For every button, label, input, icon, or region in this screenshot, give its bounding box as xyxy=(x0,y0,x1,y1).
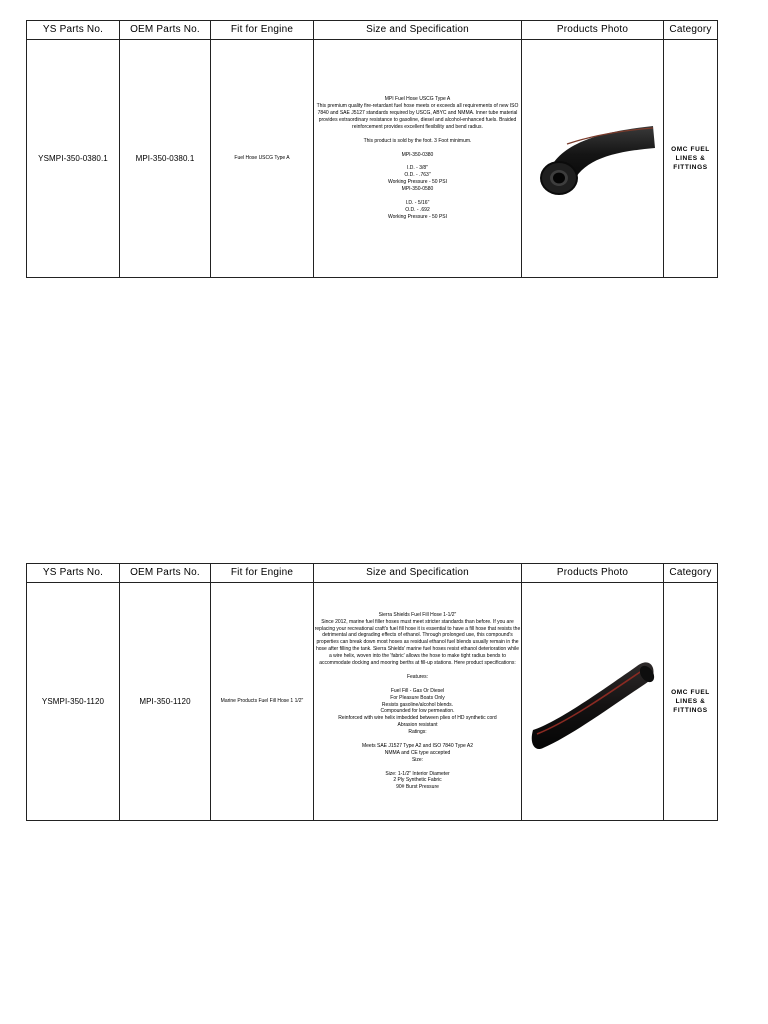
table-header-row xyxy=(27,564,718,583)
spec-line: Features: xyxy=(406,673,429,680)
spec-blank-line xyxy=(314,681,521,688)
product-photo-cell xyxy=(522,583,664,821)
spec-line: O.D. - .763" xyxy=(404,172,431,179)
spec-blank-line xyxy=(314,764,521,771)
spec-line: This product is sold by the foot. 3 Foot minimum. xyxy=(363,137,472,144)
ys-part-number: YSMPI-350-1120 xyxy=(27,583,120,821)
fuel-fill-hose-photo xyxy=(527,644,659,760)
spec-line: Sierra Shields Fuel Fill Hose 1-1/2" xyxy=(378,611,457,618)
spec-line: Fuel Fill - Gas Or Diesel xyxy=(390,687,445,694)
spec-blank-line xyxy=(314,131,521,138)
product-table-1 xyxy=(26,20,718,278)
spec-line: Abrasion resistant xyxy=(397,722,438,729)
oem-part-number: MPI-350-0380.1 xyxy=(120,40,211,278)
product-table-2 xyxy=(26,563,718,821)
spec-blank-line xyxy=(314,736,521,743)
header-category: Category xyxy=(664,21,718,40)
spec-line: For Pleasure Boats Only xyxy=(390,694,445,701)
header-size-and-specification: Size and Specification xyxy=(314,564,522,583)
size-and-specification xyxy=(314,583,522,821)
spec-line: 90# Burst Pressure xyxy=(396,784,439,791)
spec-line: Working Pressure - 50 PSI xyxy=(387,179,448,186)
category: OMC FUEL LINES & FITTINGS xyxy=(664,583,718,821)
spec-line: 2 Ply Synthetic Fabric xyxy=(393,777,442,784)
spec-line: Resists gasoline/alcohol blends. xyxy=(381,701,454,708)
spec-line: I.D. - 3/8" xyxy=(407,165,428,172)
header-ys-parts-no: YS Parts No. xyxy=(27,21,120,40)
spec-line: Size: 1-1/2" Interior Diameter xyxy=(385,770,450,777)
fit-for-engine: Fuel Hose USCG Type A xyxy=(211,40,314,278)
table-row xyxy=(27,583,718,821)
spec-line: NMMA and CE type accepted xyxy=(384,749,451,756)
oem-part-number: MPI-350-1120 xyxy=(120,583,211,821)
spec-blank-line xyxy=(314,159,521,166)
spec-line: Compounded for low permeation. xyxy=(380,708,455,715)
table-header-row xyxy=(27,21,718,40)
spec-line: MPI Fuel Hose USCG Type A xyxy=(384,96,451,103)
header-oem-parts-no: OEM Parts No. xyxy=(120,564,211,583)
spec-line: Since 2012, marine fuel filler hoses must meet stricter standards than before. If you are replacing your recreational craft's fuel fill hose it is essential to have a fill hose that resists the detrimental and degrading effects of ethanol. Through prolonged use, this compound's properties can break down most hoses as residual ethanol fuel blends usually remain in the hose after filling the tank. Sierra Shields' marine fuel hoses resist ethanol deterioration while a wire helix, woven into the 'fabric' allows the hose to make tight radius bends to accommodate docking and mooring berths at fill-up stations. Here product specifications: xyxy=(314,618,521,667)
size-and-specification xyxy=(314,40,522,278)
fuel-hose-coil-photo xyxy=(527,104,659,214)
fit-for-engine: Marine Products Fuel Fill Hose 1 1/2" xyxy=(211,583,314,821)
spec-blank-line xyxy=(314,145,521,152)
spec-line: MPI-350-0380 xyxy=(401,151,434,158)
spec-line: Reinforced with wire helix imbedded between plies of HD synthetic cord xyxy=(338,715,497,722)
spec-line: Ratings: xyxy=(408,729,427,736)
category: OMC FUEL LINES & FITTINGS xyxy=(664,40,718,278)
header-products-photo: Products Photo xyxy=(522,21,664,40)
header-size-and-specification: Size and Specification xyxy=(314,21,522,40)
product-photo-cell xyxy=(522,40,664,278)
table-row xyxy=(27,40,718,278)
spec-line: Meets SAE J1527 Type A2 and ISO 7840 Type A2 xyxy=(361,742,473,749)
ys-part-number: YSMPI-350-0380.1 xyxy=(27,40,120,278)
header-ys-parts-no: YS Parts No. xyxy=(27,564,120,583)
spec-line: Working Pressure - 50 PSI xyxy=(387,213,448,220)
spec-line: MPI-350-0580 xyxy=(401,186,434,193)
spec-blank-line xyxy=(314,193,521,200)
spec-text xyxy=(314,612,521,792)
spec-line: I.D. - 5/16" xyxy=(405,199,430,206)
spec-line: This premium quality fire-retardant fuel hose meets or exceeds all requirements of new ISO 7840 and SAE J5127 standards required by USCG, ABYC and NMMA. Inner tube material provides extraordinary resistance to gasoline, diesel and alcohol-enhanced fuels. Braided reinforcement provides excellent flexibility and bend radius. xyxy=(316,103,519,130)
spec-text xyxy=(314,96,521,220)
spec-line: O.D. - .692 xyxy=(405,206,430,213)
spec-blank-line xyxy=(314,667,521,674)
header-products-photo: Products Photo xyxy=(522,564,664,583)
header-oem-parts-no: OEM Parts No. xyxy=(120,21,211,40)
header-category: Category xyxy=(664,564,718,583)
header-fit-for-engine: Fit for Engine xyxy=(211,21,314,40)
header-fit-for-engine: Fit for Engine xyxy=(211,564,314,583)
spec-line: Size: xyxy=(411,756,424,763)
